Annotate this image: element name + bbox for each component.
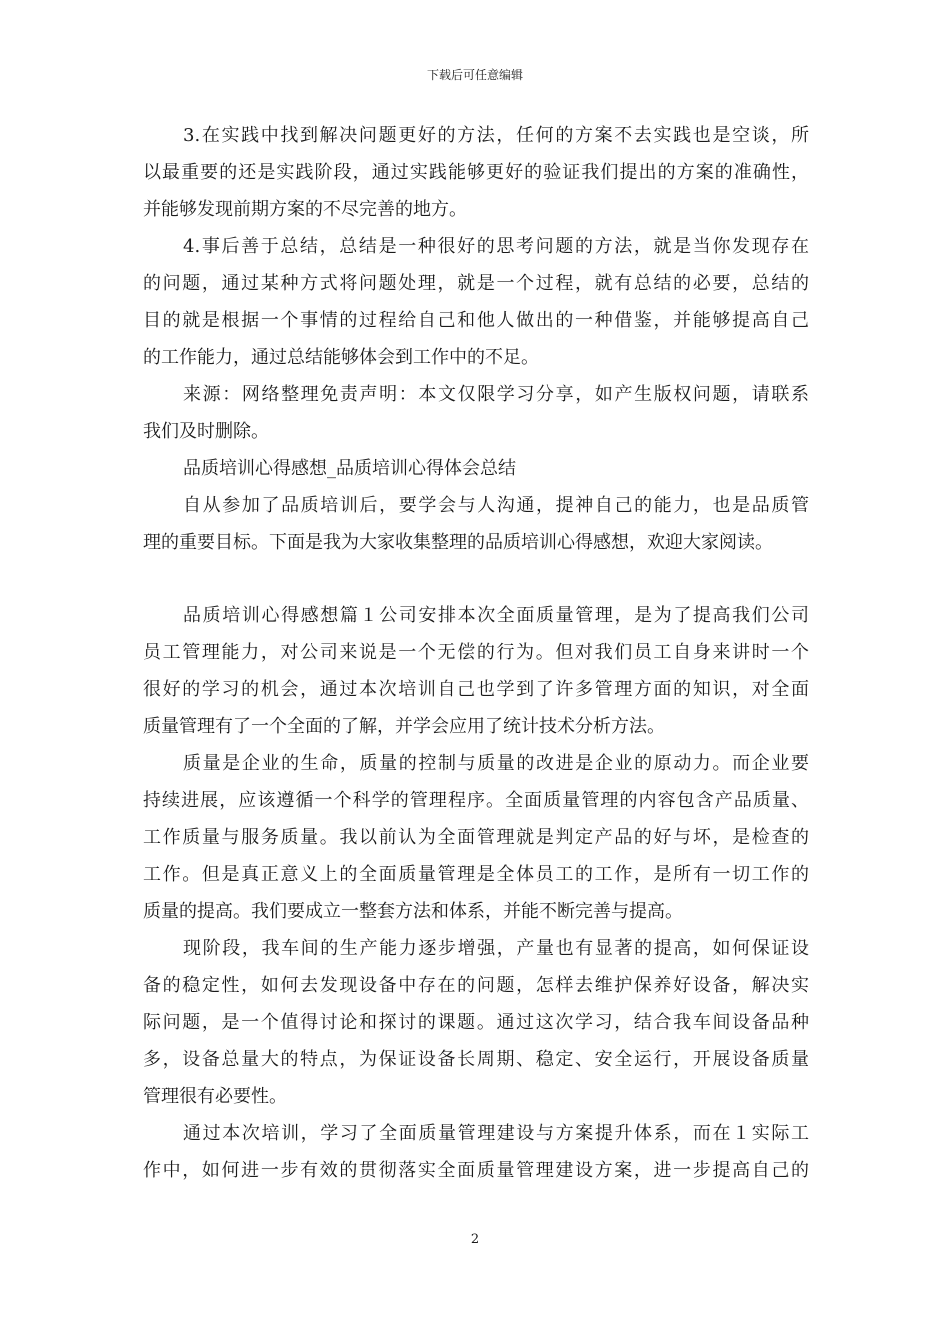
paragraph-summary — [143, 228, 809, 376]
text-line: 质量的提高。我们要成立一整套方法和体系，并能不断完善与提高。 — [143, 901, 683, 922]
text-line: 的工作能力，通过总结能够体会到工作中的不足。 — [143, 347, 539, 368]
text-line: 并能够发现前期方案的不尽完善的地方。 — [143, 199, 467, 220]
text-line: 际问题，是一个值得讨论和探讨的课题。通过这次学习，结合我车间设备品种 — [143, 1012, 809, 1033]
text-line: 4.事后善于总结，总结是一种很好的思考问题的方法，就是当你发现存在 — [183, 236, 809, 257]
page-number: 2 — [470, 1232, 480, 1247]
paragraph-training — [143, 1115, 809, 1189]
text-line: 品质培训心得感想_品质培训心得体会总结 — [183, 458, 516, 479]
text-line: 现阶段，我车间的生产能力逐步增强，产量也有显著的提高，如何保证设 — [183, 938, 809, 959]
text-line: 作中，如何进一步有效的贯彻落实全面质量管理建设方案，进一步提高自己的 — [143, 1160, 809, 1181]
text-line: 通过本次培训，学习了全面质量管理建设与方案提升体系，而在１实际工 — [183, 1123, 809, 1144]
text-line: 工作质量与服务质量。我以前认为全面管理就是判定产品的好与坏，是检查的 — [143, 827, 809, 848]
text-line: 目的就是根据一个事情的过程给自己和他人做出的一种借鉴，并能够提高自己 — [143, 310, 809, 331]
text-line: 的问题，通过某种方式将问题处理，就是一个过程，就有总结的必要，总结的 — [143, 273, 809, 294]
text-line: 员工管理能力，对公司来说是一个无偿的行为。但对我们员工自身来讲时一个 — [143, 642, 809, 663]
paragraph-equipment — [143, 930, 809, 1115]
paragraph-intro — [143, 487, 809, 561]
text-line: 品质培训心得感想篇１公司安排本次全面质量管理，是为了提高我们公司 — [183, 605, 809, 626]
text-line: 来源：网络整理免责声明：本文仅限学习分享，如产生版权问题，请联系 — [183, 384, 809, 405]
text-line: 自从参加了品质培训后，要学会与人沟通，提神自己的能力，也是品质管 — [183, 495, 809, 516]
text-line: 工作。但是真正意义上的全面质量管理是全体员工的工作，是所有一切工作的 — [143, 864, 809, 885]
paragraph-source-disclaimer — [143, 376, 809, 450]
paragraph-article-1 — [143, 597, 809, 745]
text-line: 以最重要的还是实践阶段，通过实践能够更好的验证我们提出的方案的准确性， — [143, 162, 809, 183]
document-body — [143, 117, 809, 1189]
text-line: 理的重要目标。下面是我为大家收集整理的品质培训心得感想，欢迎大家阅读。 — [143, 532, 773, 553]
article-title — [143, 450, 809, 487]
text-line: 质量是企业的生命，质量的控制与质量的改进是企业的原动力。而企业要 — [183, 753, 809, 774]
paragraph-practice — [143, 117, 809, 228]
paragraph-quality — [143, 745, 809, 930]
text-line: 备的稳定性，如何去发现设备中存在的问题，怎样去维护保养好设备，解决实 — [143, 975, 809, 996]
text-line: 多，设备总量大的特点，为保证设备长周期、稳定、安全运行，开展设备质量 — [143, 1049, 809, 1070]
text-line: 持续进展，应该遵循一个科学的管理程序。全面质量管理的内容包含产品质量、 — [143, 790, 809, 811]
text-line: 很好的学习的机会，通过本次培训自己也学到了许多管理方面的知识，对全面 — [143, 679, 809, 700]
page-header: 下载后可任意编辑 — [426, 68, 523, 82]
text-line: 3.在实践中找到解决问题更好的方法，任何的方案不去实践也是空谈，所 — [183, 125, 809, 146]
text-line: 管理很有必要性。 — [143, 1086, 287, 1107]
text-line: 我们及时删除。 — [143, 421, 269, 442]
text-line: 质量管理有了一个全面的了解，并学会应用了统计技术分析方法。 — [143, 716, 665, 737]
blank-line — [143, 561, 809, 597]
